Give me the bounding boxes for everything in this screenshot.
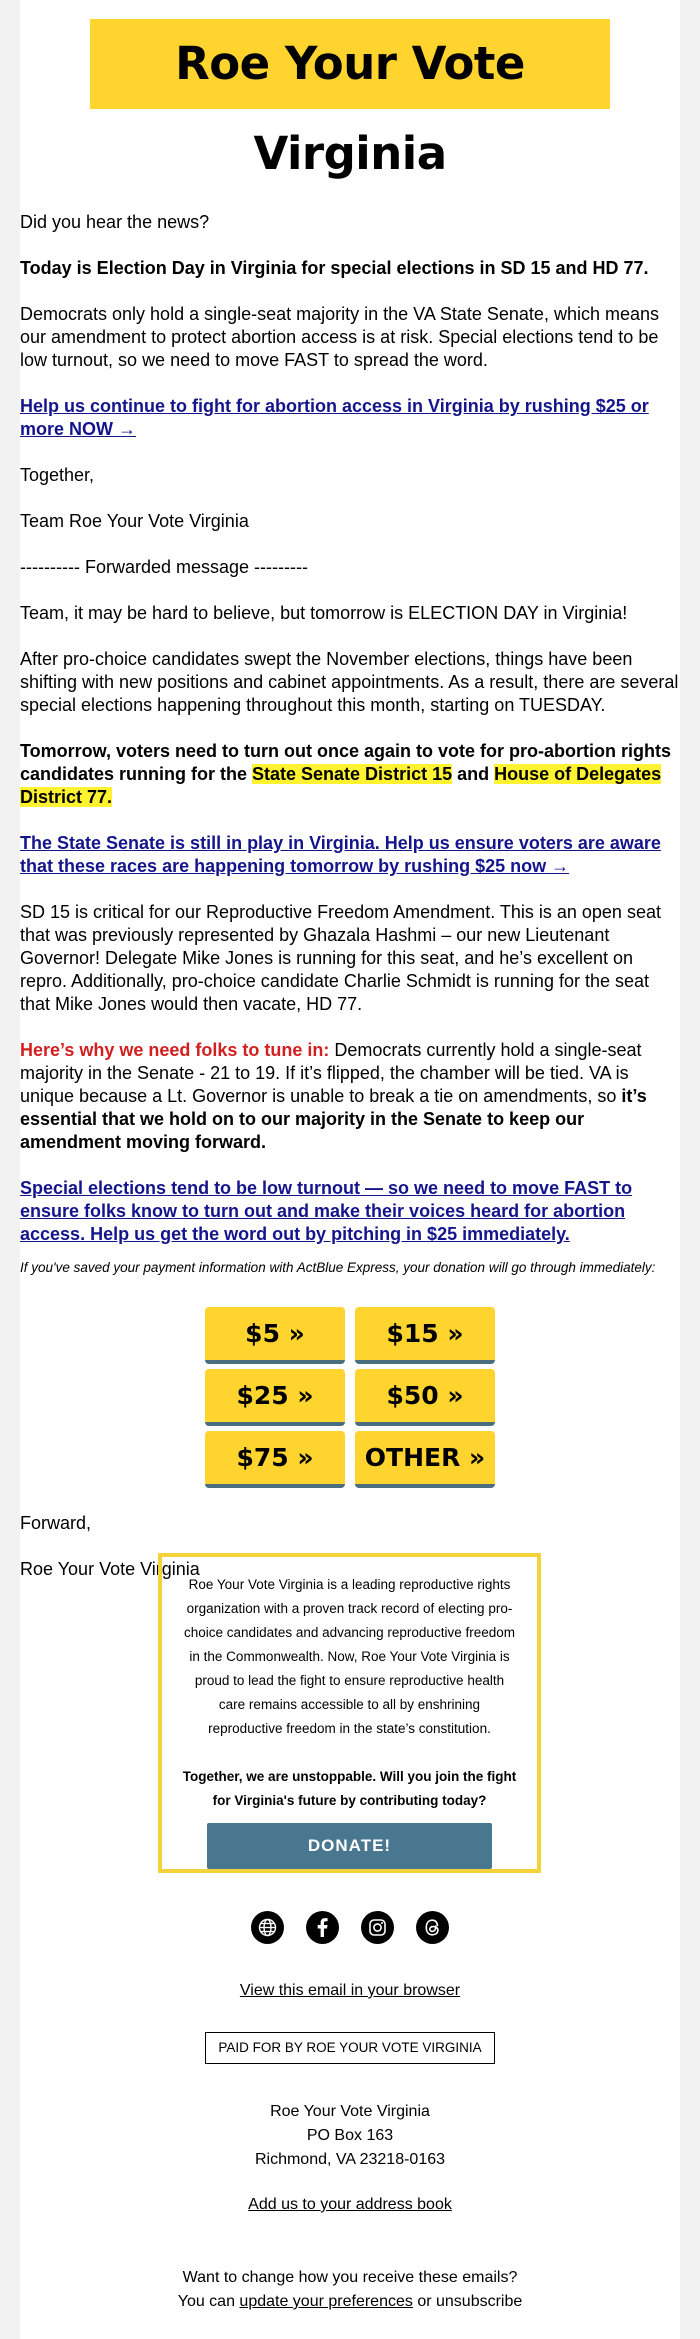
- donate-link-3[interactable]: Special elections tend to be low turnout — so we need to move FAST to ensure folks know to turn out and make their voices heard for abortion access. Help us get the word out by pitching in $25 immediately.: [20, 1178, 633, 1244]
- donate-5-button[interactable]: $5 »: [205, 1307, 345, 1364]
- cta-paragraph-2: [20, 832, 680, 878]
- address-line-2: PO Box 163: [306, 2127, 394, 2144]
- donate-button[interactable]: DONATE!: [207, 1823, 492, 1869]
- address-line-3: Richmond, VA 23218-0163: [254, 2151, 446, 2168]
- logo-banner[interactable]: Roe Your Vote Virginia: [90, 19, 610, 109]
- address-book-link[interactable]: Add us to your address book: [248, 2196, 452, 2213]
- signature: Roe Your Vote Virginia: [20, 1559, 200, 1579]
- highlight-sd15: State Senate District 15: [252, 764, 453, 784]
- donate-50-button[interactable]: $50 »: [355, 1369, 495, 1426]
- threads-icon[interactable]: [416, 1911, 449, 1944]
- paragraph-sd15: SD 15 is critical for our Reproductive Freedom Amendment. This is an open seat that was previously represented by Ghazala Hashmi – our new Lieutenant Governor! Delegate Mike Jones is running for this seat, and he’s excellent on repro. Additionally, pro-choice candidate Charlie Schmidt is running for the seat that Mike Jones would then vacate, HD 77.: [20, 902, 661, 1014]
- header: [20, 0, 680, 180]
- paragraph-special-elections: After pro-choice candidates swept the November elections, things have been shifting with new positions and cabinet appointments. As a result, there are several special elections happening throughout this month, starting on TUESDAY.: [20, 649, 679, 715]
- donate-other-button[interactable]: OTHER »: [355, 1431, 495, 1488]
- email-page: [20, 0, 680, 2339]
- donate-link-1[interactable]: Help us continue to fight for abortion access in Virginia by rushing $25 or more NOW →: [20, 396, 649, 439]
- donate-75-button[interactable]: $75 »: [205, 1431, 345, 1488]
- facebook-icon[interactable]: [306, 1911, 339, 1944]
- turnout-text: Tomorrow, voters need to turn out once again to vote for pro-abortion rights candidates running for the: [20, 741, 672, 784]
- update-preferences-link[interactable]: update your preferences: [239, 2293, 413, 2310]
- cta-paragraph-1: [20, 395, 680, 441]
- mailing-address: [20, 2100, 680, 2172]
- donate-25-button[interactable]: $25 »: [205, 1369, 345, 1426]
- cta-paragraph-3: [20, 1177, 680, 1246]
- pref-prefix: You can: [177, 2293, 240, 2310]
- social-links: [20, 1911, 680, 1944]
- pref-question: Want to change how you receive these emails?: [182, 2269, 518, 2286]
- paragraph-majority: Democrats only hold a single-seat majority in the VA State Senate, which means our amendment to protect abortion access is at risk. Special elections tend to be low turnout, so we need to move FAST to spread the word.: [20, 304, 659, 370]
- greeting: Did you hear the news?: [20, 212, 210, 232]
- forwarded-divider: ---------- Forwarded message ---------: [20, 557, 308, 577]
- donate-link-2[interactable]: The State Senate is still in play in Virginia. Help us ensure voters are aware that these races are happening tomorrow by rushing $25 now →: [20, 833, 661, 876]
- headline: Today is Election Day in Virginia for special elections in SD 15 and HD 77.: [20, 258, 649, 278]
- why-bold: it’s essential that we hold on to our majority in the Senate to keep our amendment moving forward.: [20, 1086, 647, 1152]
- donation-amount-grid: [205, 1307, 495, 1488]
- why-heading: Here’s why we need folks to tune in:: [20, 1040, 330, 1060]
- pref-suffix: or unsubscribe: [412, 2293, 523, 2310]
- paragraph-why: [20, 1039, 680, 1154]
- email-body: [20, 211, 680, 1581]
- together-text: Together,: [20, 465, 95, 485]
- paid-for-disclaimer: PAID FOR BY ROE YOUR VOTE VIRGINIA: [205, 2032, 495, 2064]
- donate-15-button[interactable]: $15 »: [355, 1307, 495, 1364]
- about-box: [158, 1553, 541, 1873]
- address-book: [20, 2196, 680, 2214]
- forward-text: Forward,: [20, 1513, 92, 1533]
- address-line-1: Roe Your Vote Virginia: [270, 2103, 430, 2120]
- instagram-icon[interactable]: [361, 1911, 394, 1944]
- paragraph-election-day: Team, it may be hard to believe, but tomorrow is ELECTION DAY in Virginia!: [20, 603, 628, 623]
- about-description: Roe Your Vote Virginia is a leading reproductive rights organization with a proven track record of electing pro-choice candidates and advancing reproductive freedom in the Commonwealth. Now, Roe Your Vote Virginia is proud to lead the fight to ensure reproductive health care remains accessible to all by enshrining reproductive freedom in the state’s constitution.: [184, 1577, 515, 1736]
- about-ask: Together, we are unstoppable. Will you join the fight for Virginia's future by contributing today?: [182, 1769, 517, 1808]
- view-in-browser-link[interactable]: View this email in your browser: [239, 1982, 461, 1999]
- team-signature: Team Roe Your Vote Virginia: [20, 511, 249, 531]
- view-in-browser: [20, 1982, 680, 2000]
- actblue-note: If you've saved your payment information with ActBlue Express, your donation will go through immediately:: [20, 1260, 656, 1275]
- preferences: [20, 2266, 680, 2314]
- highlight-hd77: House of Delegates District 77.: [20, 764, 662, 807]
- why-text: Democrats currently hold a single-seat majority in the Senate - 21 to 19. If it’s flipped, the chamber will be tied. VA is unique because a Lt. Governor is unable to break a tie on amendments, so: [20, 1040, 642, 1106]
- globe-icon[interactable]: [251, 1911, 284, 1944]
- paragraph-turnout: [20, 740, 680, 809]
- pref-line: [20, 2290, 680, 2314]
- turnout-and: and: [452, 764, 495, 784]
